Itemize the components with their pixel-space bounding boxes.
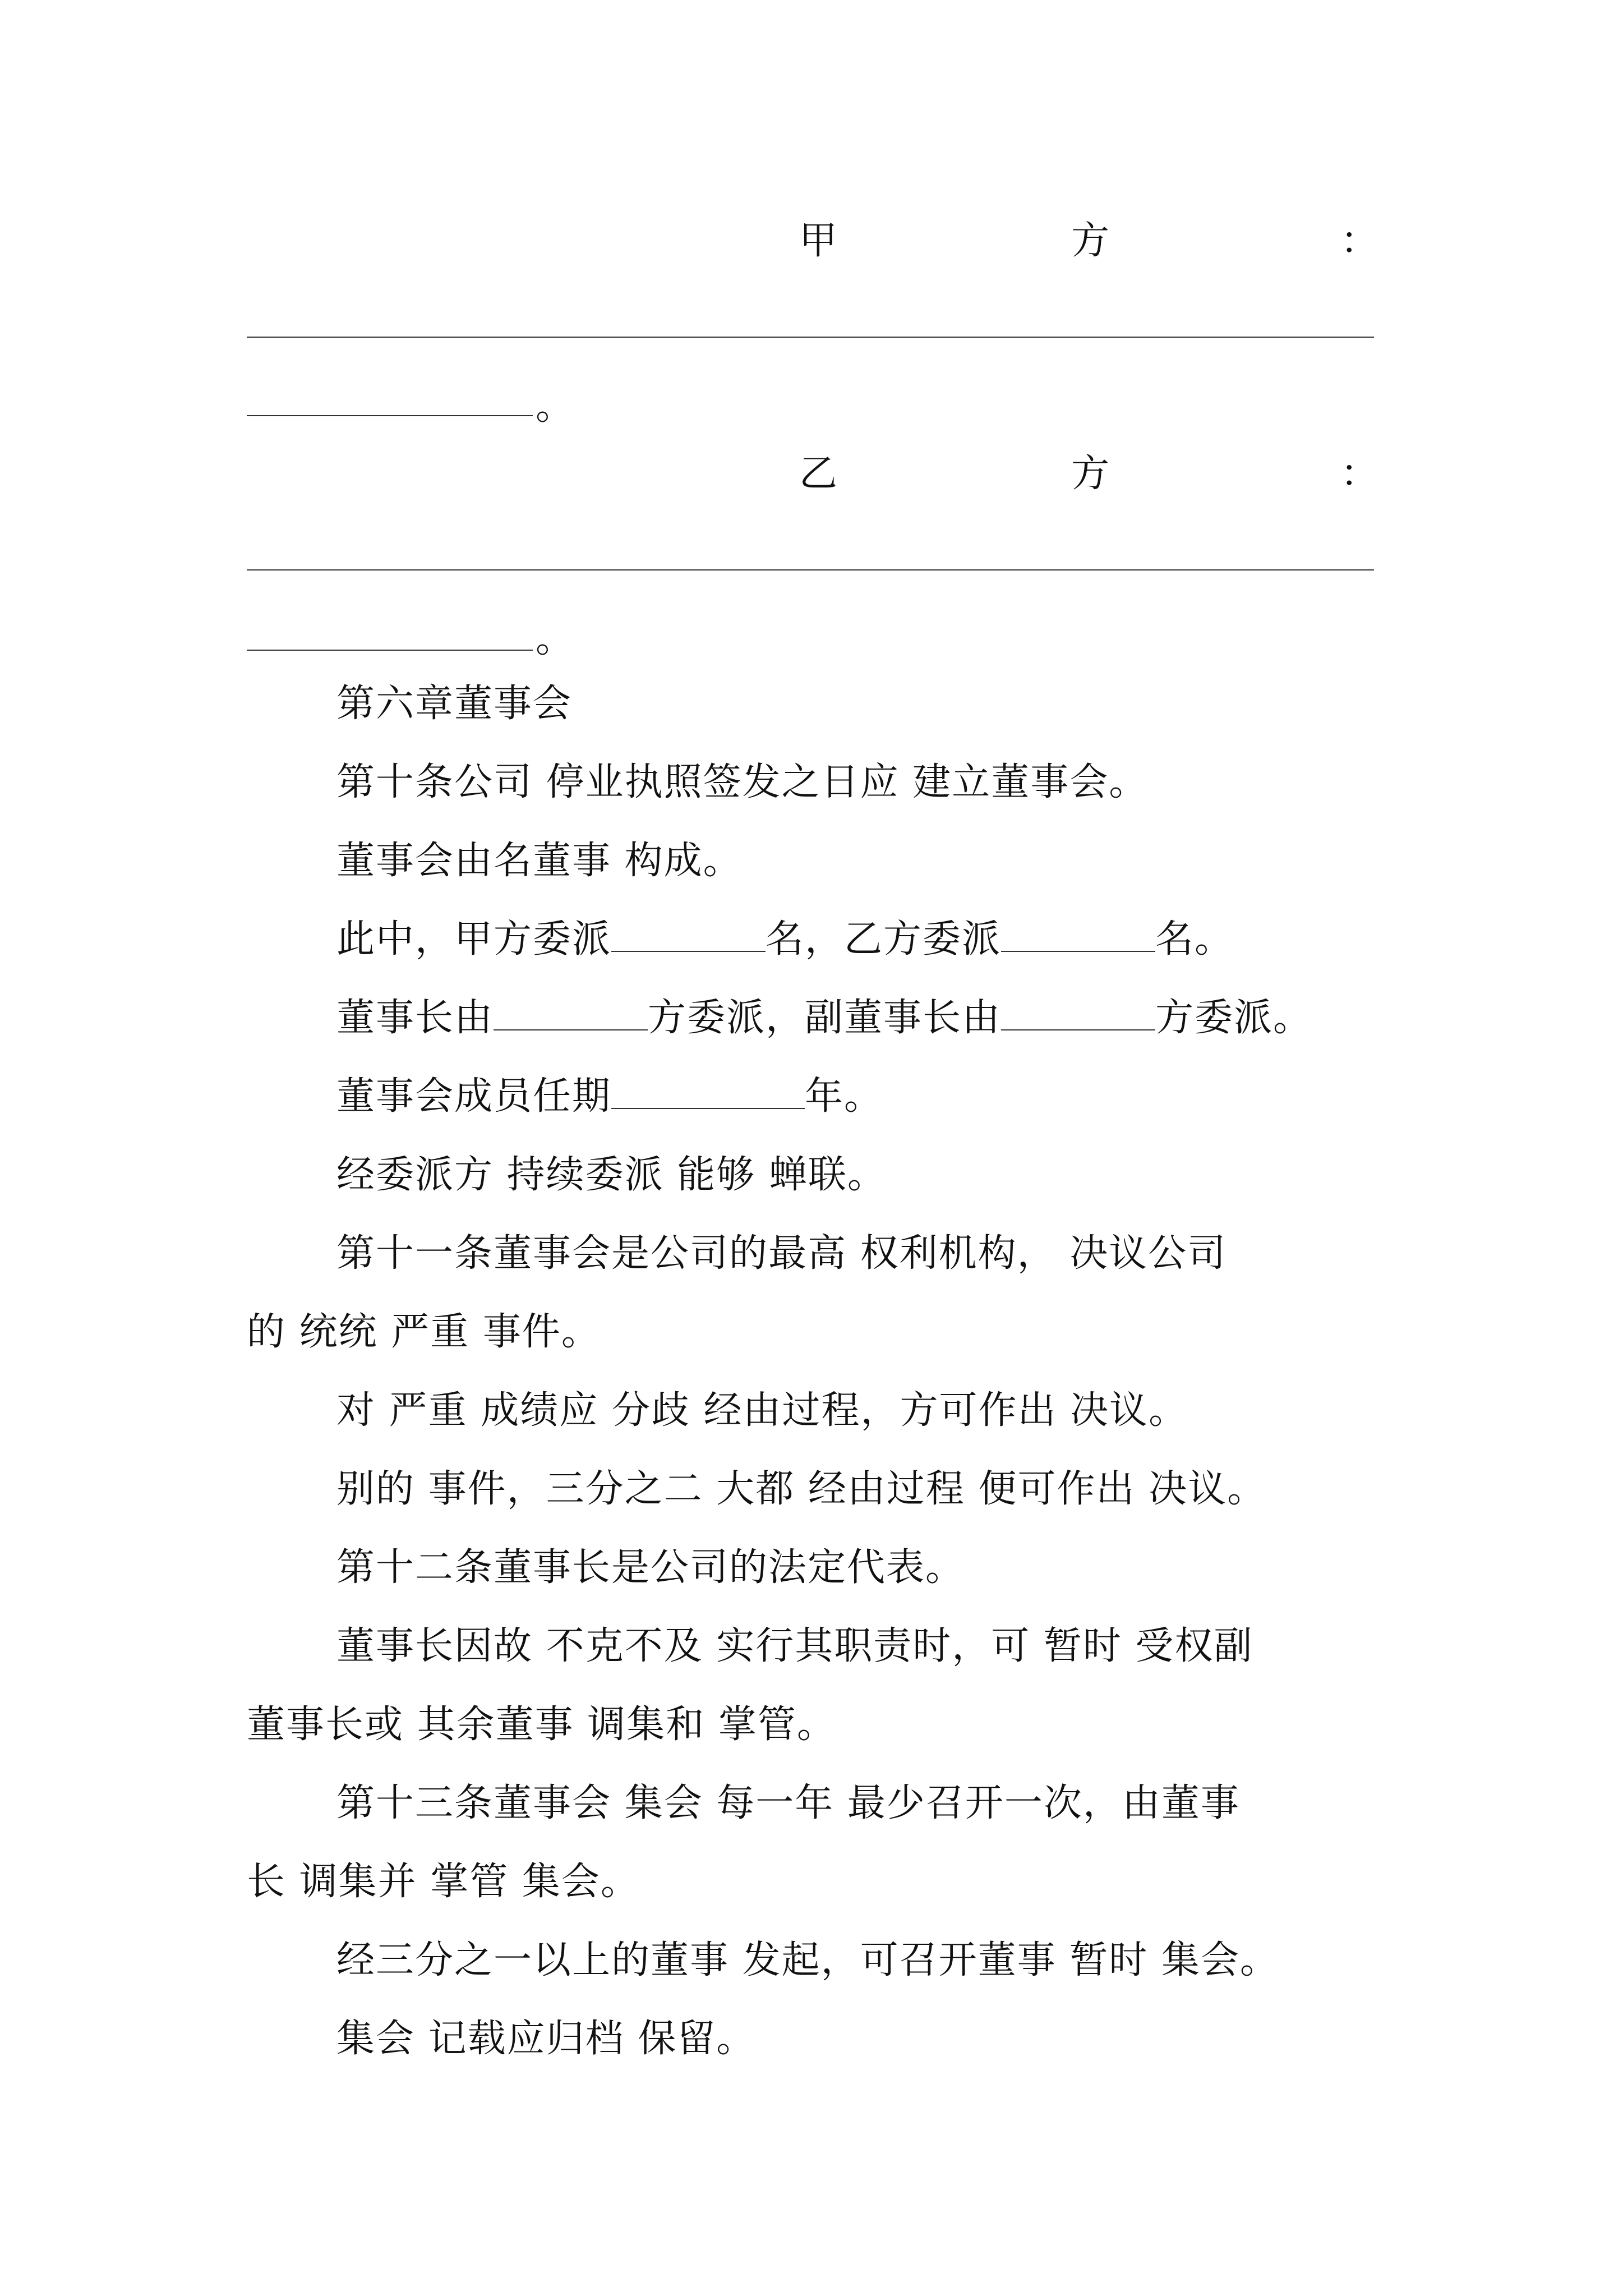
paragraph-interim-meeting: 经三分之一以上的董事 发起，可召开董事 暂时 集会。 <box>336 1938 1279 1982</box>
paragraph-term <box>336 1071 883 1122</box>
party-a-end-mark: 。 <box>536 384 574 429</box>
blank-field <box>494 997 648 1030</box>
paragraph-reappointment: 经委派方 持续委派 能够 蝉联。 <box>336 1153 887 1197</box>
paragraph-majority: 别的 事件，三分之二 大都 经由过程 便可作出 决议。 <box>336 1467 1267 1511</box>
p3-text-a: 此中，甲方委派 <box>336 917 612 961</box>
paragraph-article-10: 第十条公司 停业执照签发之日应 建立董事会。 <box>336 760 1149 804</box>
party-a-colon: ： <box>1340 219 1379 263</box>
p5-text-a: 董事会成员任期 <box>336 1074 612 1119</box>
paragraph-article-12: 第十二条董事长是公司的法定代表。 <box>336 1545 965 1590</box>
paragraph-chairman-appointment <box>336 993 1312 1043</box>
p3-text-b: 名，乙方委派 <box>766 917 1002 961</box>
party-b-end-mark: 。 <box>536 617 574 661</box>
p4-text-b: 方委派，副董事长由 <box>648 996 1002 1040</box>
party-a-signature-line-2 <box>247 415 533 416</box>
paragraph-minutes: 集会 记载应归档 保留。 <box>336 2017 756 2061</box>
paragraph-chairman-absence-line1: 董事长因故 不克不及 实行其职责时，可 暂时 受权副 <box>336 1624 1253 1668</box>
chapter-title: 第六章董事会 <box>336 682 573 726</box>
party-b-char2: 方 <box>1071 452 1110 496</box>
blank-field <box>1001 997 1155 1030</box>
blank-field <box>611 918 766 952</box>
p3-text-c: 名。 <box>1155 917 1234 961</box>
paragraph-article-13-line1: 第十三条董事会 集会 每一年 最少召开一次，由董事 <box>336 1781 1240 1825</box>
paragraph-unanimous: 对 严重 成绩应 分歧 经由过程，方可作出 决议。 <box>336 1388 1188 1433</box>
p4-text-a: 董事长由 <box>336 996 494 1040</box>
paragraph-article-11-line2: 的 统统 严重 事件。 <box>247 1310 601 1354</box>
paragraph-board-composition: 董事会由名董事 构成。 <box>336 839 743 883</box>
party-a-char2: 方 <box>1071 219 1110 263</box>
p4-text-c: 方委派。 <box>1155 996 1313 1040</box>
party-b-signature-line-2 <box>247 650 533 651</box>
blank-field <box>611 1075 805 1109</box>
party-b-colon: ： <box>1340 452 1379 496</box>
paragraph-article-13-line2: 长 调集并 掌管 集会。 <box>247 1860 640 1904</box>
party-b-signature-line <box>247 569 1374 570</box>
p5-text-b: 年。 <box>805 1074 884 1119</box>
paragraph-chairman-absence-line2: 董事长或 其余董事 调集和 掌管。 <box>247 1703 836 1747</box>
party-b-char1: 乙 <box>799 452 838 496</box>
party-a-char1: 甲 <box>799 219 838 263</box>
party-a-signature-line <box>247 337 1374 338</box>
paragraph-director-appointment <box>336 914 1234 965</box>
paragraph-article-11-line1: 第十一条董事会是公司的最高 权利机构， 决议公司 <box>336 1231 1227 1276</box>
blank-field <box>1001 918 1155 952</box>
